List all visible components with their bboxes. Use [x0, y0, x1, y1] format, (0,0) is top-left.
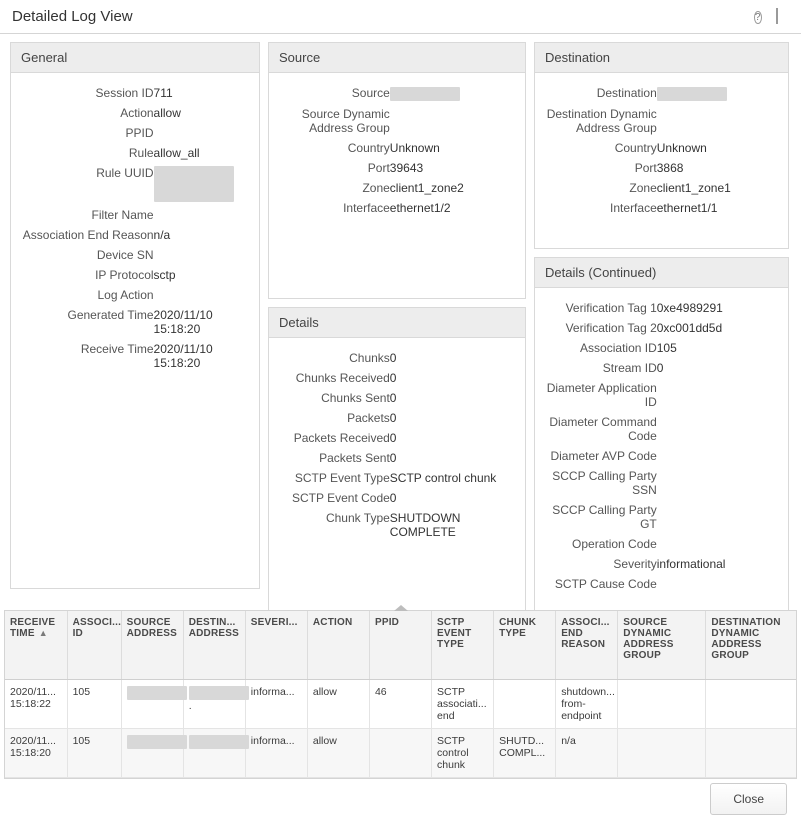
field-value — [657, 104, 780, 138]
field-label: PPID — [125, 126, 154, 140]
field-row — [543, 554, 780, 574]
cell-association-end-reason: n/a — [556, 729, 618, 778]
sort-arrow-icon[interactable]: ▲ — [38, 628, 48, 638]
field-label: Severity — [613, 557, 657, 571]
field-label: Destination Dynamic Address Group — [546, 106, 657, 135]
cell-sctp-event-type: SCTP associati... end — [432, 680, 494, 729]
field-row — [19, 103, 251, 123]
cell-chunk-type — [494, 680, 556, 729]
panel-destination-title: Destination — [535, 43, 788, 73]
redacted-value — [127, 686, 187, 700]
cell-sctp-event-type: SCTP control chunk — [432, 729, 494, 778]
field-value: sctp — [153, 268, 176, 282]
field-label: Country — [614, 140, 657, 155]
field-row — [19, 163, 251, 205]
table-row[interactable] — [5, 680, 796, 729]
field-value — [657, 378, 780, 412]
field-label: Rule — [128, 146, 154, 160]
field-row — [543, 83, 780, 104]
field-label: Zone — [629, 180, 657, 195]
dialog-footer — [0, 771, 801, 827]
field-row — [277, 348, 517, 368]
field-value — [154, 245, 251, 265]
field-row — [543, 446, 780, 466]
column-label: DESTIN... ADDRESS — [188, 617, 240, 639]
field-value: 39643 — [389, 160, 424, 175]
field-label: Chunks Received — [295, 371, 390, 385]
field-label: Packets Received — [293, 431, 390, 445]
field-row — [543, 534, 780, 554]
field-label: Verification Tag 1 — [565, 301, 657, 315]
field-label: Filter Name — [91, 208, 154, 222]
field-row — [277, 428, 517, 448]
window-icon[interactable] — [776, 9, 791, 24]
field-row — [277, 368, 517, 388]
field-row — [277, 104, 517, 138]
field-value: client1_zone1 — [656, 180, 731, 195]
column-label: CHUNK TYPE — [499, 617, 537, 639]
field-value: 0 — [656, 361, 664, 375]
field-label: Stream ID — [602, 361, 657, 375]
field-value: client1_zone2 — [389, 180, 464, 195]
grid-resize-handle[interactable] — [394, 605, 408, 611]
field-value: allow — [153, 106, 181, 120]
field-row — [277, 83, 517, 104]
field-row — [543, 318, 780, 338]
field-row — [543, 500, 780, 534]
cell-destination-dag — [706, 680, 796, 729]
field-row — [277, 408, 517, 428]
field-row — [277, 468, 517, 488]
field-value: 0xc001dd5d — [656, 321, 723, 335]
field-row — [277, 388, 517, 408]
field-label: Action — [120, 106, 154, 120]
field-label: Diameter Command Code — [549, 415, 657, 443]
page-title: Detailed Log View — [12, 8, 133, 25]
field-row — [277, 138, 517, 158]
field-label: Diameter Application ID — [546, 381, 657, 409]
field-label: Packets — [347, 411, 390, 425]
field-row — [543, 178, 780, 198]
field-label: Source Dynamic Address Group — [301, 106, 390, 135]
field-label: Chunks — [349, 351, 390, 365]
field-value: 0 — [389, 351, 397, 365]
cell-action: allow — [307, 680, 369, 729]
field-row — [543, 358, 780, 378]
column-header-source-address[interactable] — [121, 611, 183, 680]
redacted-value — [127, 735, 187, 749]
field-value: Unknown — [389, 140, 440, 155]
field-row — [543, 138, 780, 158]
field-label: Generated Time — [67, 308, 154, 322]
field-label: Packets Sent — [319, 451, 390, 465]
column-label: ASSOCI... END REASON — [561, 617, 610, 650]
field-label: Verification Tag 2 — [565, 321, 657, 335]
field-value — [657, 466, 780, 500]
field-value: 0 — [389, 391, 397, 405]
column-header-association-id[interactable] — [67, 611, 121, 680]
field-label: Country — [347, 140, 390, 155]
field-label: Receive Time — [80, 342, 154, 356]
field-value — [657, 412, 780, 446]
cell-source-address — [121, 680, 183, 729]
field-label: Operation Code — [572, 537, 657, 551]
field-value — [657, 83, 780, 104]
column-label: DESTINATION DYNAMIC ADDRESS GROUP — [711, 617, 781, 661]
close-button[interactable]: Close — [710, 783, 787, 815]
column-header-sctp-event-type[interactable] — [432, 611, 494, 680]
field-row — [543, 104, 780, 138]
field-label: Chunks Sent — [321, 391, 390, 405]
cell-severity: informa... — [245, 680, 307, 729]
field-label: Diameter AVP Code — [550, 449, 657, 463]
column-header-action[interactable] — [307, 611, 369, 680]
field-row — [19, 143, 251, 163]
field-row — [543, 412, 780, 446]
field-value: 0 — [389, 491, 397, 505]
field-row — [277, 508, 517, 542]
field-row — [19, 285, 251, 305]
field-row — [543, 338, 780, 358]
log-grid[interactable] — [4, 610, 797, 779]
cell-severity: informa... — [245, 729, 307, 778]
field-value — [154, 285, 251, 305]
field-value — [657, 574, 780, 594]
grid-header-row — [5, 611, 796, 680]
cell-source-dag — [618, 680, 706, 729]
panel-details-title: Details — [269, 308, 525, 338]
field-value — [657, 534, 780, 554]
column-header-destination-address[interactable] — [183, 611, 245, 680]
cell-action: allow — [307, 729, 369, 778]
field-value: 3868 — [656, 160, 684, 175]
field-value: allow_all — [153, 146, 200, 160]
panel-details-continued — [534, 257, 789, 614]
field-label: SCTP Event Code — [291, 491, 390, 505]
field-value: 105 — [656, 341, 677, 355]
field-row — [277, 448, 517, 468]
field-label: Zone — [362, 180, 390, 195]
cell-association-id: 105 — [67, 729, 121, 778]
panel-source — [268, 42, 526, 299]
field-row — [543, 574, 780, 594]
cell-ppid: 46 — [369, 680, 431, 729]
field-value: informational — [656, 557, 726, 571]
field-value: 2020/11/10 15:18:20 — [153, 342, 213, 370]
column-label: SEVERI... — [250, 617, 298, 628]
column-label: ACTION — [312, 617, 353, 628]
field-label: Chunk Type — [325, 511, 390, 525]
field-row — [19, 205, 251, 225]
field-row — [543, 298, 780, 318]
redacted-value — [189, 735, 249, 749]
column-header-chunk-type[interactable] — [494, 611, 556, 680]
field-label: Session ID — [95, 86, 154, 100]
cell-association-id: 105 — [67, 680, 121, 729]
field-row — [277, 178, 517, 198]
redacted-value — [189, 686, 249, 700]
field-label: Rule UUID — [96, 166, 154, 180]
field-label: IP Protocol — [95, 268, 154, 282]
field-value — [657, 500, 780, 534]
field-row — [19, 265, 251, 285]
field-value — [154, 123, 251, 143]
window-titlebar — [0, 0, 801, 34]
column-label: PPID — [374, 617, 400, 628]
titlebar-tools — [754, 9, 791, 24]
column-label: SOURCE ADDRESS — [126, 617, 177, 639]
field-row — [19, 123, 251, 143]
field-value — [154, 205, 251, 225]
field-row — [277, 488, 517, 508]
column-label: ASSOCI... ID — [72, 617, 122, 639]
field-label: SCCP Calling Party SSN — [552, 469, 657, 497]
field-row — [277, 198, 517, 218]
field-label: Association End Reason — [22, 228, 154, 242]
field-label: Log Action — [97, 288, 154, 302]
field-row — [543, 378, 780, 412]
field-value — [390, 83, 517, 104]
field-value: 0 — [389, 431, 397, 445]
field-row — [19, 339, 251, 373]
field-value: ethernet1/1 — [656, 200, 718, 215]
column-header-destination-dag[interactable] — [706, 611, 796, 680]
field-value: 0 — [389, 371, 397, 385]
panel-details — [268, 307, 526, 614]
field-label: Device SN — [96, 248, 154, 262]
detail-panels — [0, 34, 801, 634]
field-value — [390, 104, 517, 138]
cell-association-end-reason: shutdown... from-endpoint — [556, 680, 618, 729]
column-label: RECEIVE TIME — [10, 617, 56, 639]
field-value: 711 — [153, 86, 173, 100]
redacted-value — [154, 166, 234, 202]
cell-receive-time: 2020/11... 15:18:20 — [5, 729, 67, 778]
panel-general — [10, 42, 260, 589]
field-label: Destination — [596, 86, 657, 100]
field-row — [19, 83, 251, 103]
field-row — [543, 158, 780, 178]
field-value: SHUTDOWN COMPLETE — [389, 511, 461, 539]
cell-destination-address — [183, 680, 245, 729]
field-label: Interface — [343, 200, 390, 215]
field-label: Port — [634, 160, 657, 175]
field-value — [657, 446, 780, 466]
field-value: 2020/11/10 15:18:20 — [153, 308, 213, 336]
field-label: SCCP Calling Party GT — [552, 503, 657, 531]
field-value: n/a — [153, 228, 171, 242]
column-header-association-end-reason[interactable] — [556, 611, 618, 680]
cell-receive-time: 2020/11... 15:18:22 — [5, 680, 67, 729]
field-value: SCTP control chunk — [389, 471, 497, 485]
field-label: SCTP Cause Code — [554, 577, 657, 591]
field-value: Unknown — [656, 140, 707, 155]
field-value: 0 — [389, 411, 397, 425]
field-label: Source — [351, 86, 390, 100]
field-value: ethernet1/2 — [389, 200, 451, 215]
help-icon[interactable]: ? — [755, 12, 761, 23]
column-header-severity[interactable] — [245, 611, 307, 680]
column-label: SCTP EVENT TYPE — [437, 617, 472, 650]
field-label: Association ID — [580, 341, 657, 355]
column-header-receive-time[interactable] — [5, 611, 67, 680]
field-value: 0xe4989291 — [656, 301, 723, 315]
field-row — [19, 225, 251, 245]
field-row — [543, 198, 780, 218]
field-value — [154, 163, 251, 205]
panel-destination — [534, 42, 789, 249]
redacted-value — [390, 87, 460, 101]
field-value: 0 — [389, 451, 397, 465]
field-row — [19, 305, 251, 339]
field-row — [19, 245, 251, 265]
field-label: Port — [367, 160, 390, 175]
cell-chunk-type: SHUTD... COMPL... — [494, 729, 556, 778]
panel-general-title: General — [11, 43, 259, 73]
column-header-source-dag[interactable] — [618, 611, 706, 680]
panel-details-continued-title: Details (Continued) — [535, 258, 788, 288]
field-row — [543, 466, 780, 500]
field-row — [277, 158, 517, 178]
field-label: Interface — [610, 200, 657, 215]
column-header-ppid[interactable] — [369, 611, 431, 680]
panel-source-title: Source — [269, 43, 525, 73]
redacted-value — [657, 87, 727, 101]
cell-text: . — [188, 700, 192, 712]
column-label: SOURCE DYNAMIC ADDRESS GROUP — [623, 617, 674, 661]
field-label: SCTP Event Type — [294, 471, 390, 485]
